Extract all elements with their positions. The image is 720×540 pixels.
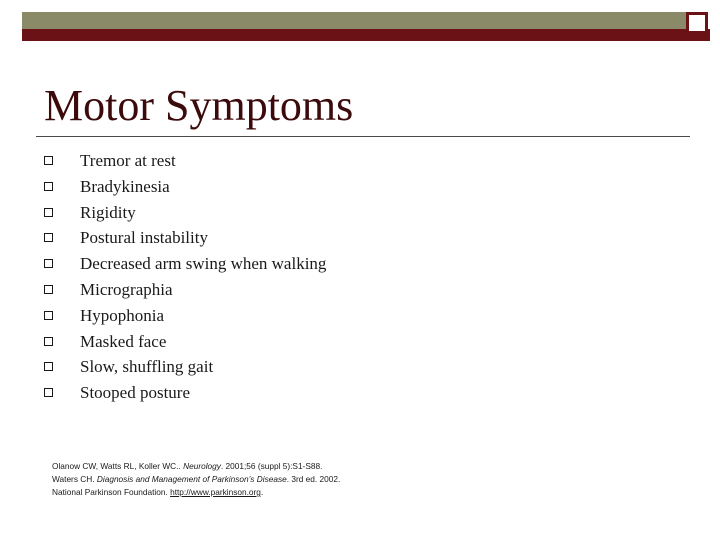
bullet-text: Postural instability: [80, 228, 208, 248]
hollow-square-icon: [44, 233, 53, 242]
hollow-square-icon: [44, 337, 53, 346]
hollow-square-icon: [44, 182, 53, 191]
reference-3: National Parkinson Foundation. http://www.parkinson.org.: [52, 487, 264, 497]
bullet-text: Decreased arm swing when walking: [80, 254, 327, 274]
parkinson-org-link[interactable]: http://www.parkinson.org: [170, 487, 261, 497]
bullet-text: Stooped posture: [80, 383, 191, 403]
bullet-text: Slow, shuffling gait: [80, 357, 214, 377]
hollow-square-icon: [44, 208, 53, 217]
hollow-square-icon: [44, 388, 53, 397]
hollow-square-icon: [44, 362, 53, 371]
bullet-text: Bradykinesia: [80, 176, 170, 196]
reference-1: Olanow CW, Watts RL, Koller WC.. Neurology. 2001;56 (suppl 5):S1-S88.: [52, 461, 323, 471]
references: [52, 460, 340, 499]
bullet-text: Rigidity: [80, 202, 136, 222]
hollow-square-icon: [44, 285, 53, 294]
hollow-square-icon: [44, 311, 53, 320]
bullet-text: Hypophonia: [80, 305, 165, 325]
hollow-square-icon: [44, 259, 53, 268]
hollow-square-icon: [44, 156, 53, 165]
corner-square-icon: [686, 12, 708, 34]
header-band-red: [22, 29, 710, 41]
reference-2: Waters CH. Diagnosis and Management of Parkinson’s Disease. 3rd ed. 2002.: [52, 474, 341, 484]
bullet-text: Tremor at rest: [80, 151, 176, 170]
title-divider: [36, 136, 690, 137]
bullet-text: Micrographia: [80, 279, 173, 299]
bullet-text: Masked face: [80, 331, 167, 351]
header-band-olive: [22, 12, 686, 29]
slide-title: Motor Symptoms: [44, 81, 354, 130]
